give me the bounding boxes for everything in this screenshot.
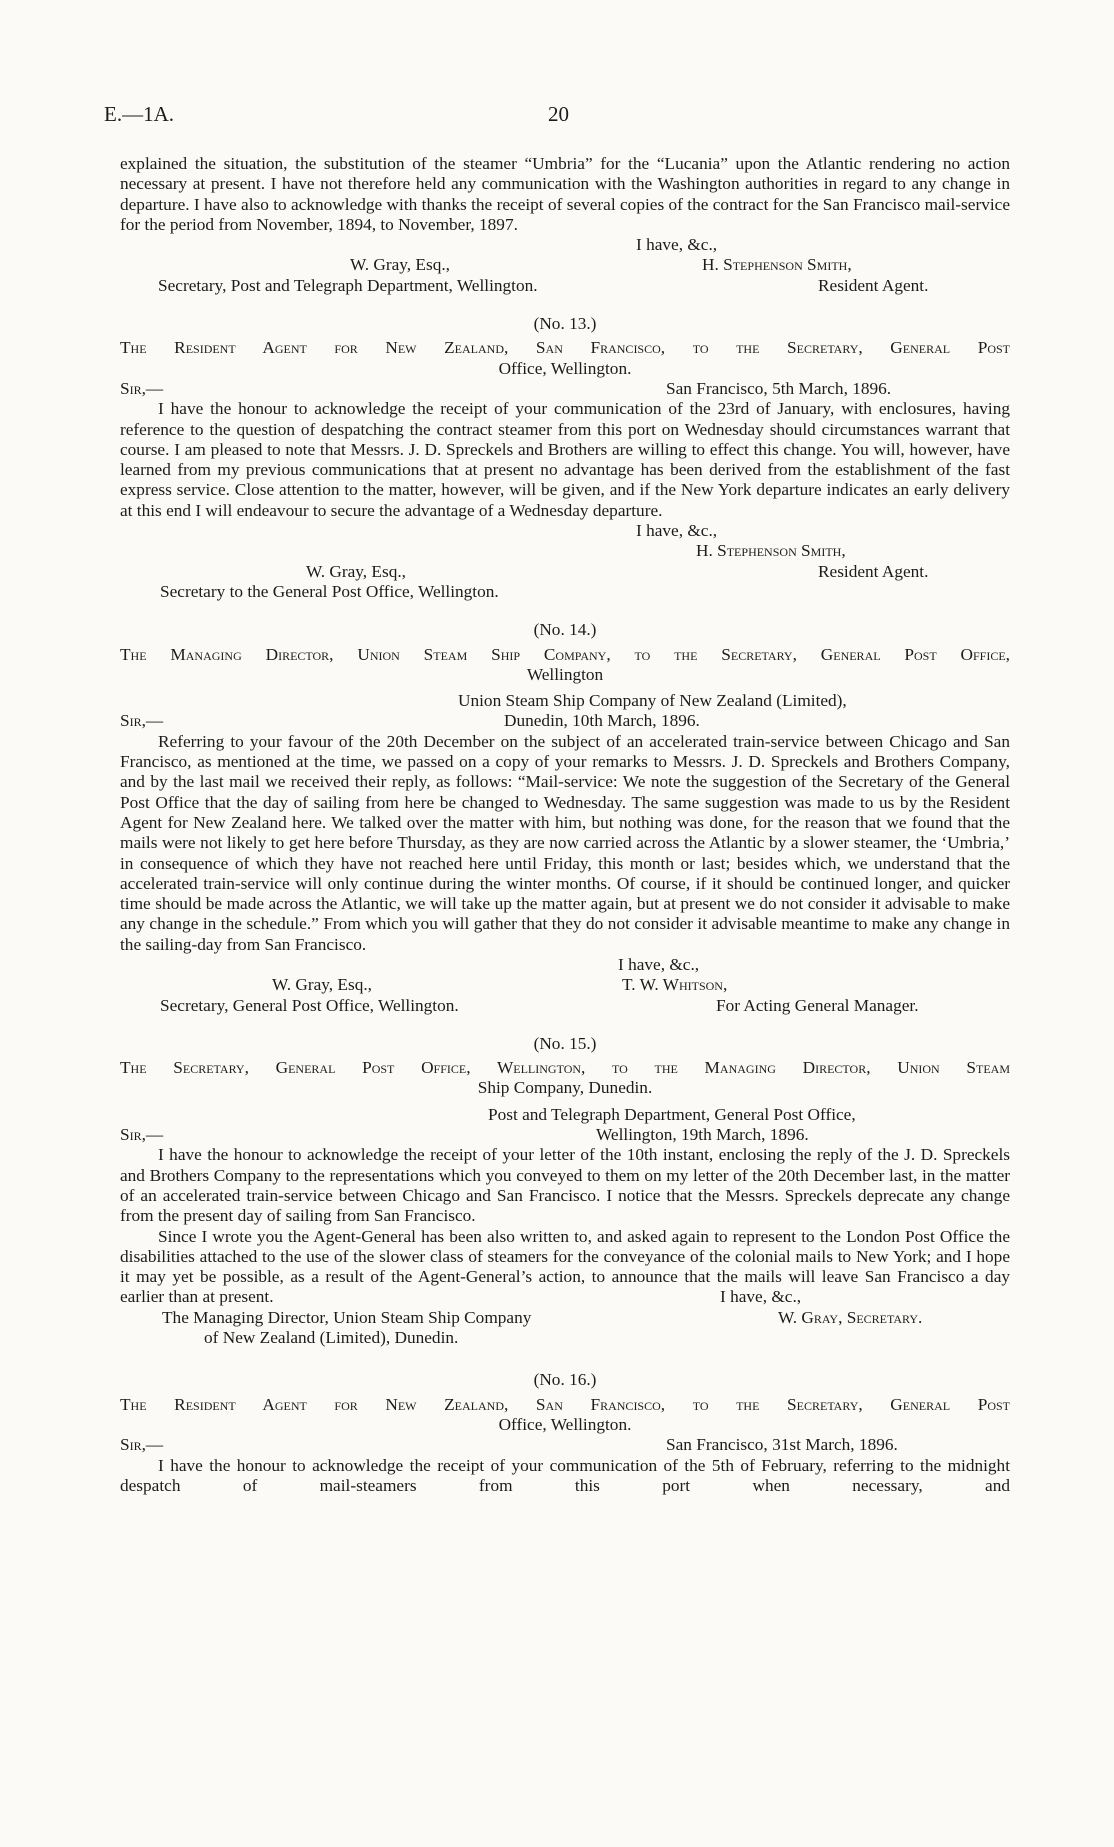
addressee-name: W. Gray, Esq., bbox=[350, 255, 450, 275]
organisation: Post and Telegraph Department, General Post Office, bbox=[488, 1104, 856, 1124]
letter-heading-line: Wellington bbox=[526, 664, 604, 684]
salutation-row bbox=[120, 1435, 1010, 1455]
letter-heading bbox=[120, 645, 1010, 686]
letter-number: (No. 16.) bbox=[533, 1370, 597, 1390]
letter-heading-line: Office, Wellington. bbox=[498, 358, 632, 378]
page-body bbox=[120, 154, 1010, 1496]
organisation: Union Steam Ship Company of New Zealand (Limited), bbox=[458, 691, 847, 711]
signer-name: W. Gray, Secretary. bbox=[778, 1307, 923, 1327]
signature-title-row bbox=[120, 562, 1010, 582]
signature-row bbox=[120, 1308, 1010, 1328]
addressee-line: The Managing Director, Union Steam Ship Company bbox=[162, 1307, 532, 1327]
signature-row bbox=[120, 975, 1010, 995]
signature-title-row bbox=[120, 276, 1010, 296]
parliamentary-paper-code: E.—1A. bbox=[104, 102, 174, 126]
letter-number: (No. 13.) bbox=[533, 314, 597, 334]
closing: I have, &c., bbox=[720, 1287, 802, 1307]
salutation: Sir,— bbox=[120, 1125, 164, 1145]
place-date: San Francisco, 5th March, 1896. bbox=[666, 378, 892, 398]
signer-title: For Acting General Manager. bbox=[716, 995, 919, 1015]
signer-title: Resident Agent. bbox=[818, 561, 929, 581]
salutation: Sir,— bbox=[120, 711, 164, 731]
place-date: San Francisco, 31st March, 1896. bbox=[666, 1435, 898, 1455]
place-date: Wellington, 19th March, 1896. bbox=[596, 1125, 809, 1145]
addressee-title: Secretary to the General Post Office, Wellington. bbox=[160, 581, 499, 601]
signature-row bbox=[120, 255, 1010, 275]
closing: I have, &c., bbox=[636, 521, 718, 541]
letter-paragraph: Since I wrote you the Agent-General has been also written to, and asked again to represent to the London Post Office the disabilities attached to the use of the slower class of steamers for the conveyance of the colonial mails to New York; and I hope it may yet be possible, as a result of the Agent-General’s action, to announce that the mails will leave San Francisco a day earlier than at present. bbox=[120, 1226, 1010, 1307]
salutation-row bbox=[120, 1125, 1010, 1145]
page-header bbox=[104, 104, 1012, 132]
letter-number: (No. 15.) bbox=[533, 1033, 597, 1053]
letter-heading-line: Office, Wellington. bbox=[498, 1414, 632, 1434]
addressee-line: of New Zealand (Limited), Dunedin. bbox=[204, 1328, 459, 1348]
letter-heading-line: The Managing Director, Union Steam Ship Company, to the Secretary, General Post Office, bbox=[120, 644, 1010, 664]
letter-paragraph: I have the honour to acknowledge the receipt of your letter of the 10th instant, enclosing the reply of the J. D. Spreckels and Brothers Company to the representations which you conveyed to them on my letter of the 20th December last, in the matter of an accelerated train-service between Chicago and San Francisco. I notice that the Messrs. Spreckels deprecate any change from the present day of sailing from San Francisco. bbox=[120, 1145, 1010, 1226]
addressee-row bbox=[120, 1328, 1010, 1348]
closing-row bbox=[120, 521, 1010, 541]
letter-heading bbox=[120, 1058, 1010, 1099]
letter-heading-line: The Resident Agent for New Zealand, San Francisco, to the Secretary, General Post bbox=[120, 338, 1010, 358]
addressee-name: W. Gray, Esq., bbox=[272, 975, 372, 995]
signer-title: Resident Agent. bbox=[818, 275, 929, 295]
closing-row bbox=[120, 955, 1010, 975]
addressee-title: Secretary, General Post Office, Wellington. bbox=[160, 995, 459, 1015]
closing: I have, &c., bbox=[618, 954, 700, 974]
signer-name: H. Stephenson Smith, bbox=[696, 541, 846, 561]
letter-heading bbox=[120, 1395, 1010, 1436]
addressee-row bbox=[120, 582, 1010, 602]
letter-heading-line: Ship Company, Dunedin. bbox=[477, 1078, 653, 1098]
letter-paragraph: Referring to your favour of the 20th December on the subject of an accelerated train-service between Chicago and San Francisco, as mentioned at the time, we passed on a copy of your remarks to Messrs. J. D. Spreckels and Brothers Company, and by the last mail we received their reply, as follows: “Mail-service: We note the suggestion of the Secretary of the General Post Office that the day of sailing from here be changed to Wednesday. The same suggestion was made to us by the Resident Agent for New Zealand here. We talked over the matter with him, but nothing was done, for the reason that we found that the mails were not likely to get here before Thursday, as they are now carried across the Atlantic by a slower steamer, the ‘Umbria,’ in consequence of which they have not reached here until Friday, this month or last; besides which, we understand that the accelerated train-service will only continue during the winter months. Of course, if it should be continued longer, and quicker time should be made across the Atlantic, we will take up the matter again, but at present we do not consider it advisable to make any change in the schedule.” From which you will gather that they do not consider it advisable meantime to make any change in the sailing-day from San Francisco. bbox=[120, 731, 1010, 954]
salutation-row bbox=[120, 711, 1010, 731]
letter-paragraph: I have the honour to acknowledge the receipt of your communication of the 5th of February, referring to the midnight despatch of mail-steamers from this port when necessary, and bbox=[120, 1455, 1010, 1495]
signature-row bbox=[120, 541, 1010, 561]
page-number: 20 bbox=[548, 102, 569, 126]
letter-paragraph: I have the honour to acknowledge the receipt of your communication of the 23rd of January, with enclosures, having reference to the question of despatching the contract steamer from this port on Wednesday should circumstances warrant that course. I am pleased to note that Messrs. J. D. Spreckels and Brothers are willing to effect this change. You will, however, have learned from my previous communications that at present no advantage has been derived from the establishment of the fast express service. Close attention to the matter, however, will be given, and if the New York departure indicates an early delivery at this end I will endeavour to secure the advantage of a Wednesday departure. bbox=[120, 399, 1010, 520]
letter-number: (No. 14.) bbox=[533, 620, 597, 640]
letter-heading-line: The Resident Agent for New Zealand, San Francisco, to the Secretary, General Post bbox=[120, 1394, 1010, 1414]
closing: I have, &c., bbox=[636, 235, 718, 255]
letter-heading bbox=[120, 338, 1010, 379]
continuation-paragraph: explained the situation, the substitution of the steamer “Umbria” for the “Lucania” upon the Atlantic rendering no action necessary at present. I have not therefore held any communication with the Washington authorities in regard to any change in departure. I have also to acknowledge with thanks the receipt of several copies of the contract for the San Francisco mail-service for the period from November, 1894, to November, 1897. bbox=[120, 154, 1010, 234]
signer-name: T. W. Whitson, bbox=[622, 975, 728, 995]
organisation-row bbox=[120, 1105, 1010, 1125]
signature-title-row bbox=[120, 996, 1010, 1016]
place-date: Dunedin, 10th March, 1896. bbox=[504, 711, 700, 731]
closing-row bbox=[120, 1287, 1010, 1307]
closing-row bbox=[120, 235, 1010, 255]
salutation: Sir,— bbox=[120, 1435, 164, 1455]
addressee-name: W. Gray, Esq., bbox=[306, 561, 406, 581]
signer-name: H. Stephenson Smith, bbox=[702, 255, 852, 275]
salutation: Sir,— bbox=[120, 378, 164, 398]
organisation-row bbox=[120, 691, 1010, 711]
addressee-title: Secretary, Post and Telegraph Department, Wellington. bbox=[158, 275, 538, 295]
letter-heading-line: The Secretary, General Post Office, Wellington, to the Managing Director, Union Steam bbox=[120, 1058, 1010, 1078]
salutation-row bbox=[120, 379, 1010, 399]
